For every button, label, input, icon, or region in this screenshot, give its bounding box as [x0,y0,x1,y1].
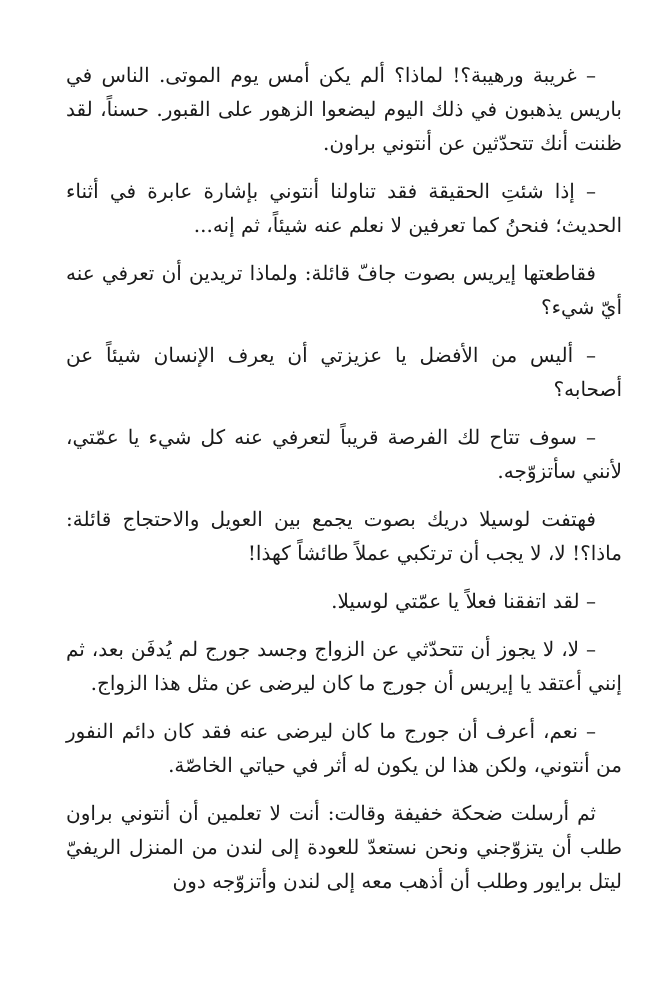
paragraph-6: فهتفت لوسيلا دريك بصوت يجمع بين العويل والاحتجاج قائلة: ماذا؟! لا، لا يجب أن ترتكبي عملاً طائشاً كهذا! [66,507,622,565]
paragraph-10: ثم أرسلت ضحكة خفيفة وقالت: أنت لا تعلمين أن أنتوني براون طلب أن يتزوّجني ونحن نستعدّ للعودة إلى لندن من المنزل الريفيّ ليتل برايور وطلب أن أذهب معه إلى لندن وأتزوّجه دون [66,801,622,893]
paragraph-9: – نعم، أعرف أن جورج ما كان ليرضى عنه فقد كان دائم النفور من أنتوني، ولكن هذا لن يكون له أثر في حياتي الخاصّة. [66,719,622,777]
paragraph-4: – أليس من الأفضل يا عزيزتي أن يعرف الإنسان شيئاً عن أصحابه؟ [66,343,622,401]
book-page [66,58,622,912]
paragraph-5: – سوف تتاح لك الفرصة قريباً لتعرفي عنه كل شيء يا عمّتي، لأنني سأتزوّجه. [66,425,622,483]
paragraph-1: – غريبة ورهيبة؟! لماذا؟ ألم يكن أمس يوم الموتى. الناس في باريس يذهبون في ذلك اليوم ليضعوا الزهور على القبور. حسناً، لقد ظننت أنك تتحدّثين عن أنتوني براون. [66,63,622,155]
paragraph-3: فقاطعتها إيريس بصوت جافّ قائلة: ولماذا تريدين أن تعرفي عنه أيّ شيء؟ [66,261,622,319]
paragraph-8: – لا، لا يجوز أن تتحدّثي عن الزواج وجسد جورج لم يُدفَن بعد، ثم إنني أعتقد يا إيريس أن جورج ما كان ليرضى عن مثل هذا الزواج. [66,637,622,695]
paragraph-7: – لقد اتفقنا فعلاً يا عمّتي لوسيلا. [331,589,596,613]
paragraph-2: – إذا شئتِ الحقيقة فقد تناولنا أنتوني بإشارة عابرة في أثناء الحديث؛ فنحنُ كما تعرفين لا نعلم عنه شيئاً، ثم إنه... [66,179,622,237]
